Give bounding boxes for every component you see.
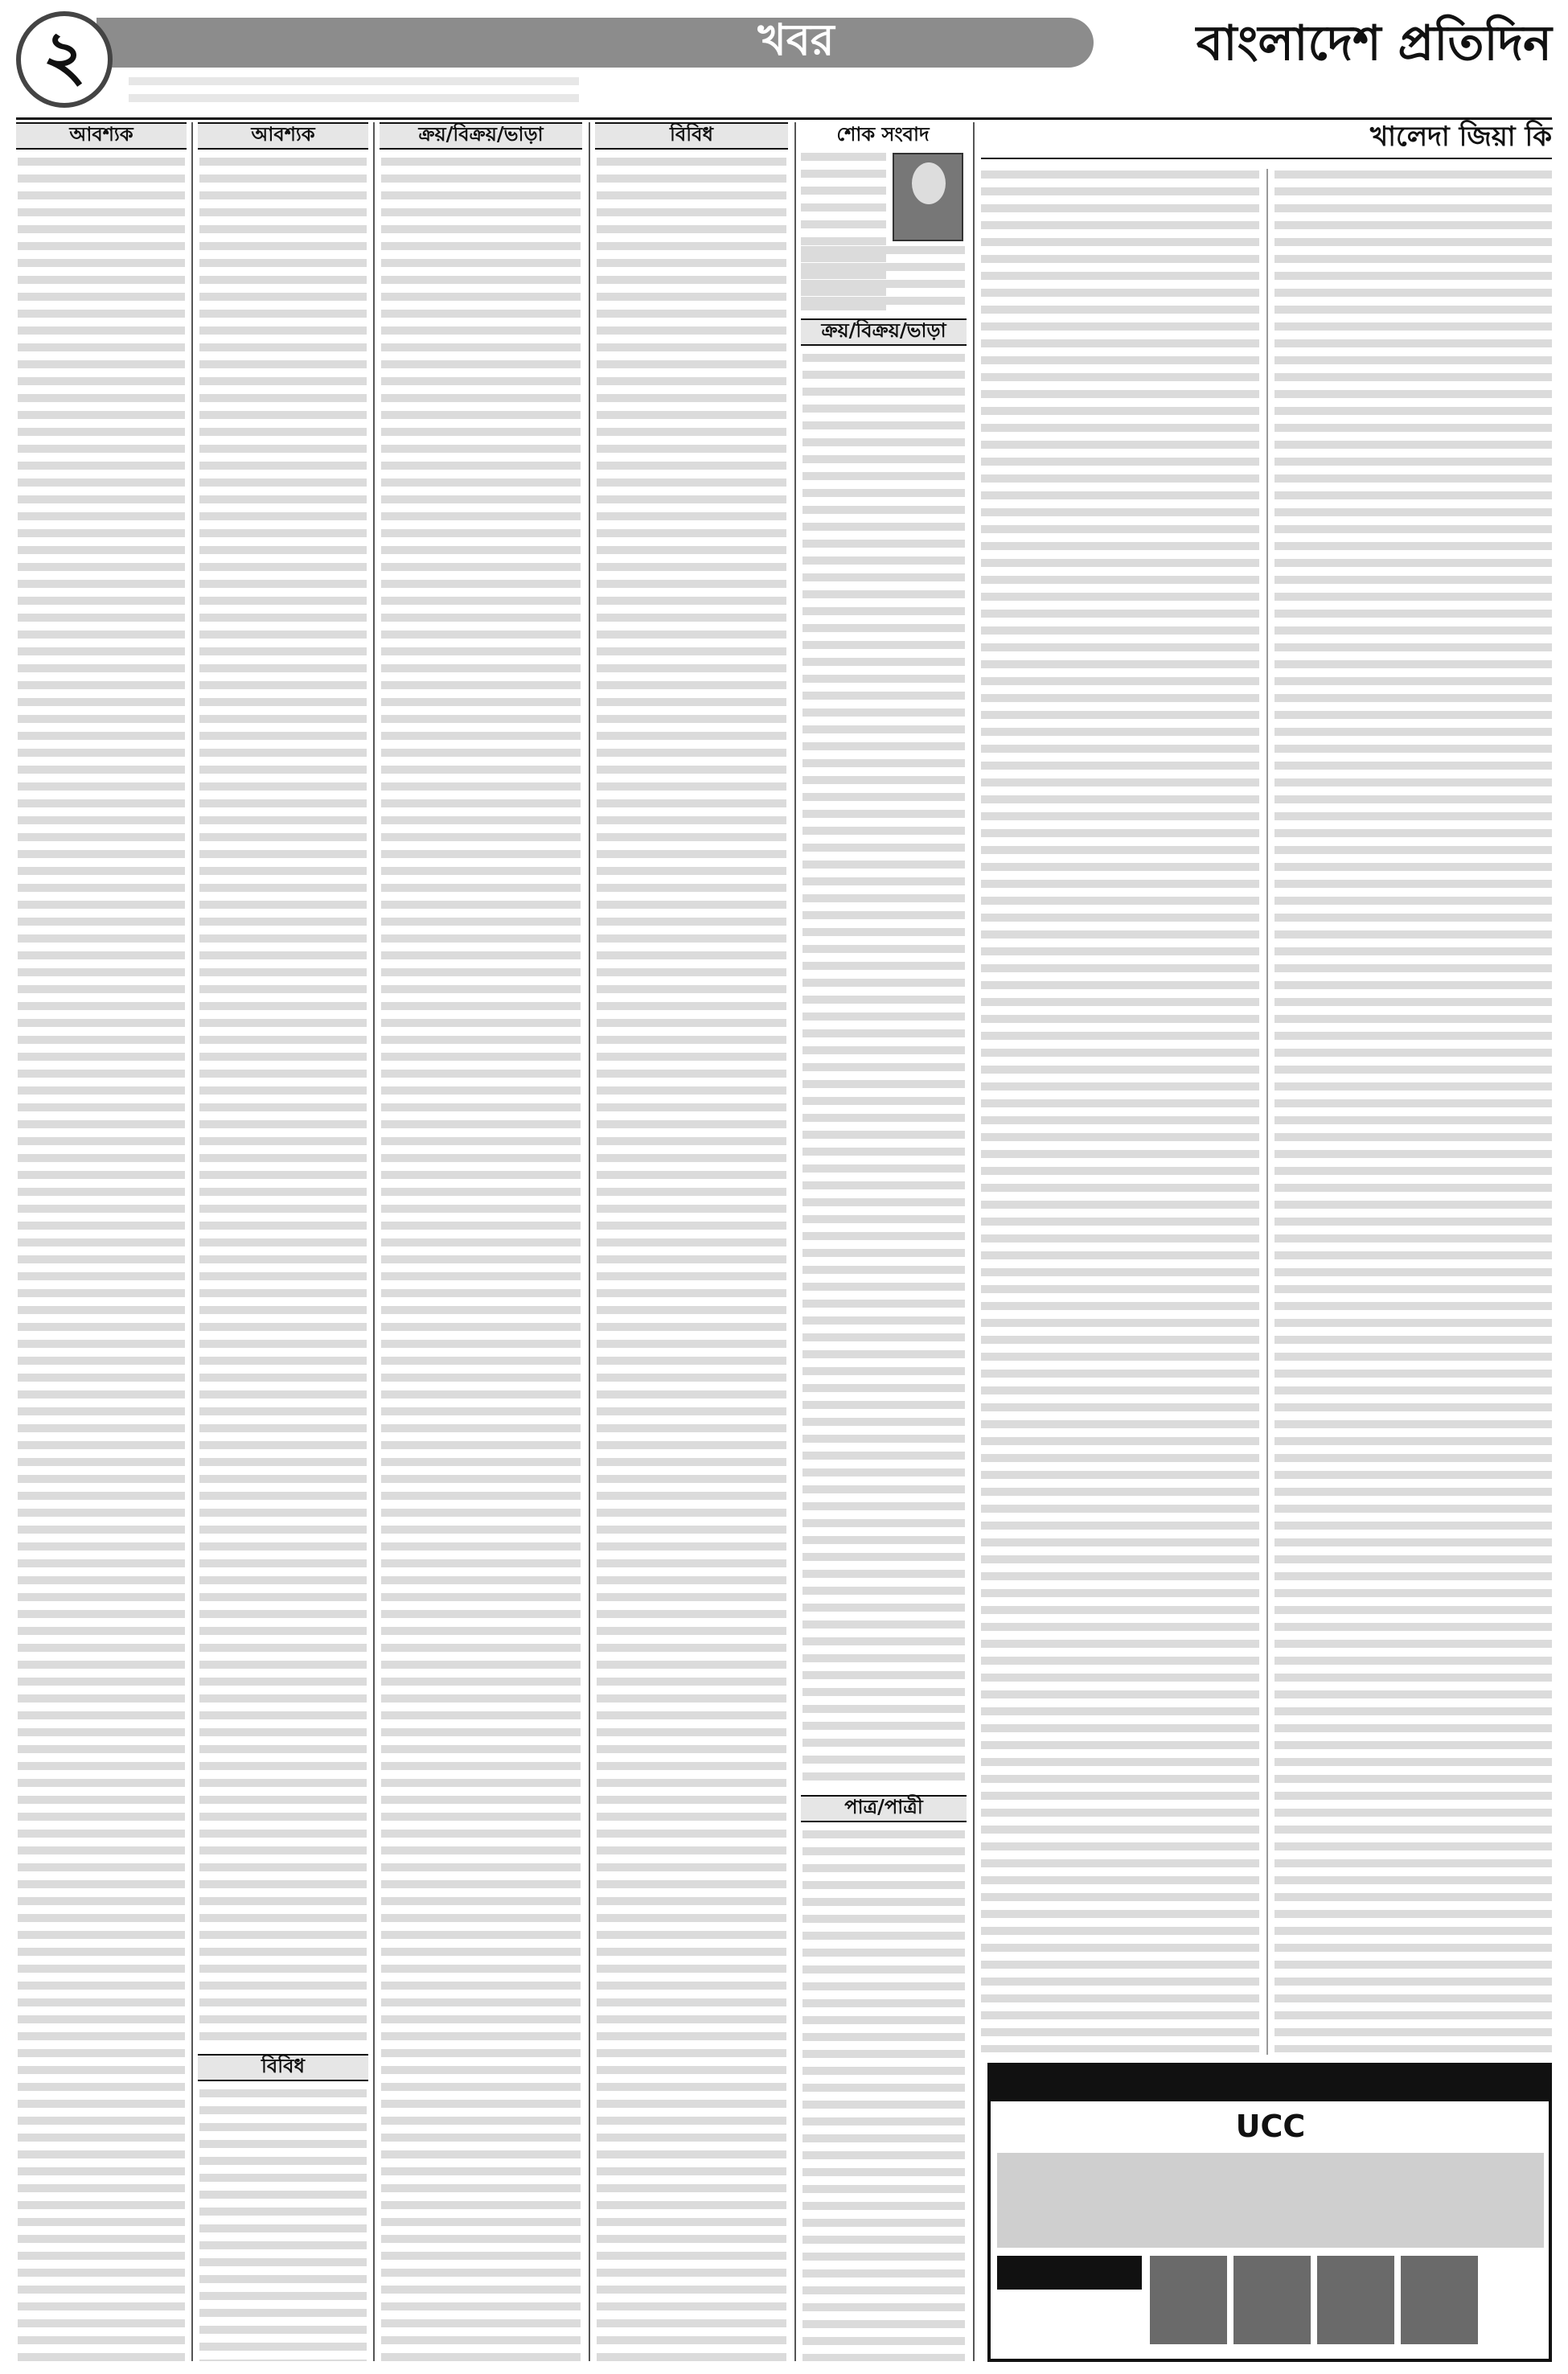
classified-column-2 [199, 158, 367, 2047]
classified-column-5b [802, 1830, 965, 2361]
news-body-left [981, 170, 1259, 2052]
ad-result-block [997, 2153, 1544, 2248]
section-title: খবর [757, 14, 835, 65]
ad-top-bar [991, 2066, 1549, 2101]
student-photo [1401, 2256, 1478, 2344]
column-divider [373, 122, 375, 2361]
column-head-5b: পাত্র/পাত্রী [801, 1795, 967, 1822]
dateline [129, 77, 579, 109]
classified-column-5 [802, 354, 965, 1785]
ad-notice-block [997, 2256, 1142, 2290]
column-divider [973, 122, 975, 2361]
column-head-3: ক্রয়/বিক্রয়/ভাড়া [380, 122, 582, 150]
obituary-photo [893, 153, 963, 241]
student-photo [1317, 2256, 1394, 2344]
classified-column-4 [597, 158, 786, 2361]
column-divider [589, 122, 590, 2361]
column-head-2b: বিবিধ [198, 2054, 368, 2081]
classified-column-1 [18, 158, 185, 2361]
student-photo [1233, 2256, 1311, 2344]
news-headline: খালেদা জিয়া কি [981, 119, 1552, 159]
obituary-head: শোক সংবাদ [836, 122, 930, 146]
column-divider [794, 122, 796, 2361]
column-divider [191, 122, 193, 2361]
column-head-5: ক্রয়/বিক্রয়/ভাড়া [801, 318, 967, 346]
column-head-1: আবশ্যক [16, 122, 187, 150]
column-head-4: বিবিধ [595, 122, 788, 150]
obituary-text-lower [801, 246, 965, 310]
news-body-right [1275, 170, 1552, 2052]
ad-big-text: UCC [1235, 2109, 1306, 2144]
column-head-2: আবশ্যক [198, 122, 368, 150]
student-photo [1150, 2256, 1227, 2344]
classified-column-3 [381, 158, 581, 2361]
newspaper-name: বাংলাদেশ প্রতিদিন [1196, 15, 1552, 72]
header-banner [96, 14, 1094, 68]
page-number: ২ [16, 11, 113, 108]
news-column-divider [1266, 169, 1268, 2055]
ucc-advertisement [987, 2063, 1552, 2362]
classified-column-2b [199, 2089, 367, 2361]
